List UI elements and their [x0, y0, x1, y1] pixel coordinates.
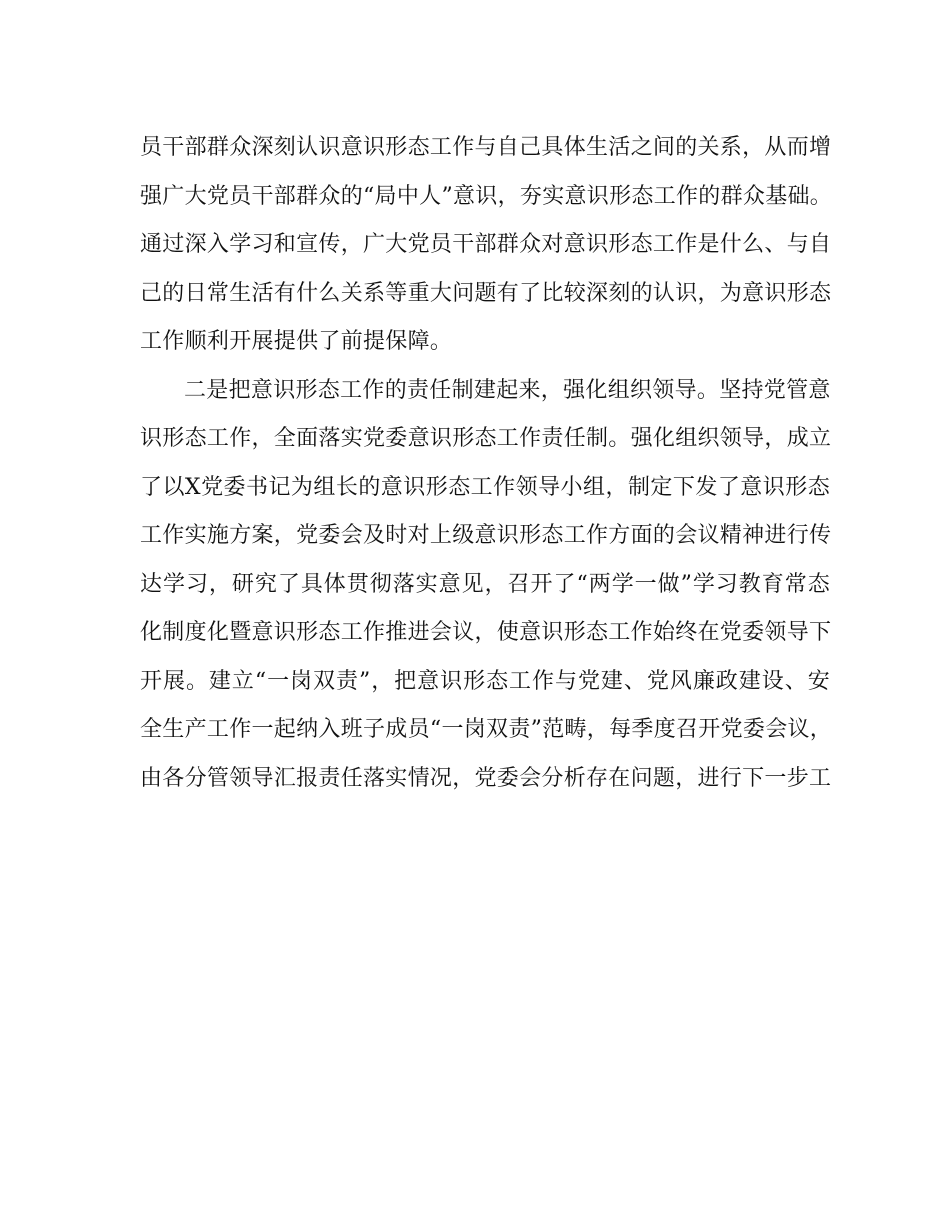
- text-line: 识形态工作，全面落实党委意识形态工作责任制。强化组织领导，成立: [140, 426, 832, 451]
- text-line: 工作实施方案，党委会及时对上级意识形态工作方面的会议精神进行传: [140, 523, 832, 548]
- text-line: 开展。建立“一岗双责”，把意识形态工作与党建、党风廉政建设、安: [140, 668, 830, 694]
- text-line: 己的日常生活有什么关系等重大问题有了比较深刻的认识，为意识形态: [140, 280, 832, 306]
- text-line: 全生产工作一起纳入班子成员“一岗双责”范畴，每季度召开党委会议，: [140, 717, 833, 742]
- text-line: 通过深入学习和宣传，广大党员干部群众对意识形态工作是什么、与自: [140, 232, 832, 257]
- paragraph-start-line: 二是把意识形态工作的责任制建起来，强化组织领导。坚持党管意: [184, 377, 831, 403]
- body-text: [140, 124, 833, 803]
- text-line: 化制度化暨意识形态工作推进会议，使意识形态工作始终在党委领导下: [140, 620, 832, 645]
- text-line: 员干部群众深刻认识意识形态工作与自己具体生活之间的关系，从而增: [140, 135, 832, 160]
- text-line: 达学习，研究了具体贯彻落实意见，召开了“两学一做”学习教育常态: [140, 571, 830, 597]
- text-line: 了以X党委书记为组长的意识形态工作领导小组，制定下发了意识形态: [140, 474, 830, 500]
- text-line: 强广大党员干部群众的“局中人”意识，夯实意识形态工作的群众基础。: [140, 183, 833, 209]
- text-line: 工作顺利开展提供了前提保障。: [140, 329, 453, 354]
- text-line: 由各分管领导汇报责任落实情况，党委会分析存在问题，进行下一步工: [140, 765, 832, 791]
